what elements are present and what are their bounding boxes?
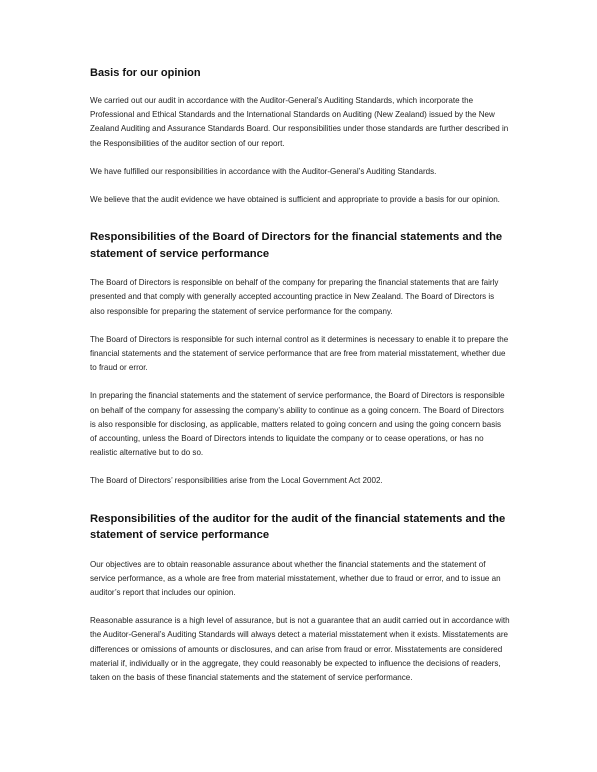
paragraph: Our objectives are to obtain reasonable assurance about whether the financial statements and the statement of service performance, as a whole are free from material misstatement, whether due to fraud or error, and to issue an auditor’s report that includes our opinion.: [90, 559, 501, 598]
section-auditor-responsibilities: [90, 511, 510, 686]
paragraph: The Board of Directors is responsible for such internal control as it determines is necessary to enable it to prepare the financial statements and the statement of service performance that are free from material misstatement, whether due to fraud or error.: [90, 334, 509, 373]
paragraph: The Board of Directors is responsible on behalf of the company for preparing the financial statements that are fairly presented and that comply with generally accepted accounting practice in New Zealand. The Board of Directors is also responsible for preparing the statement of service performance for the company.: [90, 278, 499, 316]
section-heading: Responsibilities of the Board of Directors for the financial statements and the statement of service performance: [90, 231, 503, 260]
section-basis-for-opinion: [90, 66, 510, 207]
section-board-responsibilities: [90, 229, 510, 488]
paragraph: Reasonable assurance is a high level of assurance, but is not a guarantee that an audit carried out in accordance with the Auditor-General’s Auditing Standards will always detect a material misstatement when it exists. Misstatements are differences or omissions of amounts or disclosures, and can arise from fraud or error. Misstatements are considered material if, individually or in the aggregate, they could reasonably be expected to influence the decisions of readers, taken on the basis of these financial statements and the statement of service performance.: [90, 616, 510, 683]
section-heading: Basis for our opinion: [90, 67, 201, 79]
paragraph: In preparing the financial statements and the statement of service performance, the Board of Directors is responsible on behalf of the company for assessing the company’s ability to continue as a going concern. The Board of Directors is also responsible for disclosing, as applicable, matters related to going concern and using the going concern basis of accounting, unless the Board of Directors intends to liquidate the company or to cease operations, or has no realistic alternative but to do so.: [90, 391, 505, 458]
paragraph: We carried out our audit in accordance with the Auditor-General’s Auditing Standards, which incorporate the Professional and Ethical Standards and the International Standards on Auditing (New Zealand) issued by the New Zealand Auditing and Assurance Standards Board. Our responsibilities under those standards are further described in the Responsibilities of the auditor section of our report.: [90, 96, 509, 148]
section-heading: Responsibilities of the auditor for the audit of the financial statements and the statement of service performance: [90, 512, 506, 542]
paragraph: We have fulfilled our responsibilities in accordance with the Auditor-General’s Auditing Standards.: [90, 166, 437, 176]
document-page: [90, 66, 510, 685]
paragraph: We believe that the audit evidence we have obtained is sufficient and appropriate to provide a basis for our opinion.: [90, 195, 500, 205]
paragraph: The Board of Directors’ responsibilities arise from the Local Government Act 2002.: [90, 476, 383, 486]
